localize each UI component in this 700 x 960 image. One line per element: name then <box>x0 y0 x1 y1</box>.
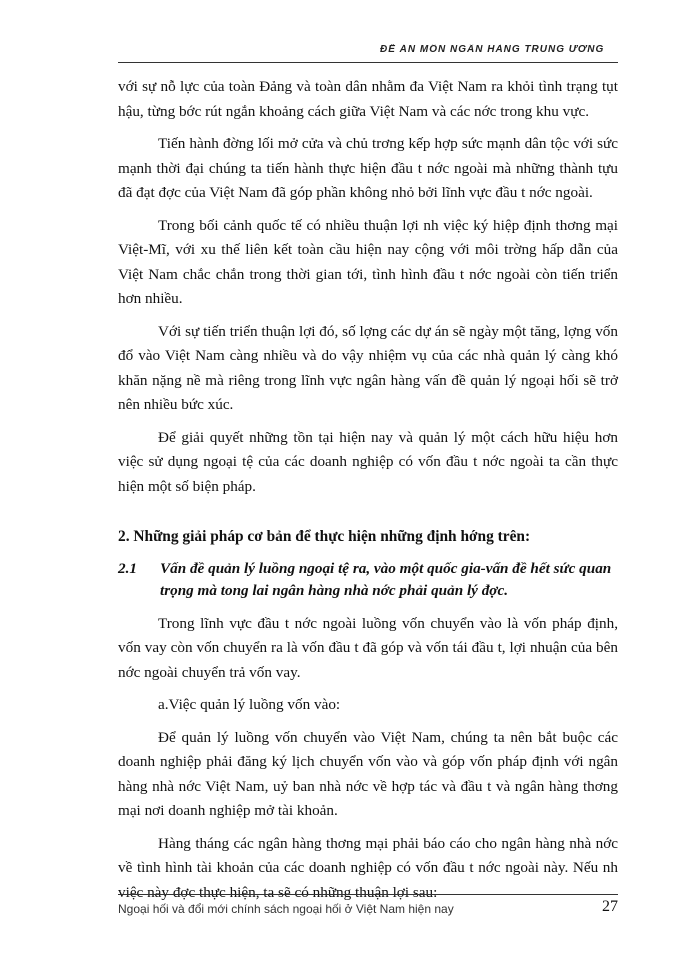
paragraph-8: Để quản lý luồng vốn chuyển vào Việt Nam, chúng ta nên bắt buộc các doanh nghiệp phải đăng ký lịch chuyển vốn vào và góp vốn pháp định với ngân hàng nhà nớc Việt Nam, uỷ ban nhà nớc về hợp tác và đầu t và ngân hàng thơng mại nơi doanh nghiệp mở tài khoản. <box>118 728 618 819</box>
paragraph-4: Với sự tiến triển thuận lợi đó, số lợng các dự án sẽ ngày một tăng, lợng vốn đổ vào Việt Nam càng nhiều và do vậy nhiệm vụ của các nhà quản lý càng khó khăn nặng nề mà riêng trong lĩnh vực ngân hàng vấn đề quản lý ngoại hối sẽ trở nên nhiều bức xúc. <box>118 322 618 413</box>
running-header: ĐỀ ÁN MÔN NGÂN HÀNG TRUNG ƯƠNG <box>380 44 605 55</box>
paragraph-7: a.Việc quản lý luồng vốn vào: <box>158 696 341 713</box>
paragraph-1: với sự nỗ lực của toàn Đảng và toàn dân nhằm đa Việt Nam ra khỏi tình trạng tụt hậu, từng bớc rút ngắn khoảng cách giữa Việt Nam và các nớc trong khu vực. <box>118 78 618 120</box>
subsection-title: Vấn đề quản lý luồng ngoại tệ ra, vào một quốc gia-vấn đề hết sức quan trọng mà tong lai ngân hàng nhà nớc phải quản lý đợc. <box>160 559 612 599</box>
paragraph-5: Để giải quyết những tồn tại hiện nay và quản lý một cách hữu hiệu hơn việc sử dụng ngoại tệ của các doanh nghiệp có vốn đầu t nớc ngoài ta cần thực hiện một số biện pháp. <box>118 428 618 495</box>
running-footer: Ngoại hối và đổi mới chính sách ngoại hối ở Việt Nam hiện nay <box>118 902 454 916</box>
page-number: 27 <box>602 898 618 915</box>
paragraph-3: Trong bối cảnh quốc tế có nhiều thuận lợi nh việc ký hiệp định thơng mại Việt-Mĩ, với xu thế liên kết toàn cầu hiện nay cộng với môi trờng hấp dẫn của Việt Nam chắc chắn trong thời gian tới, tình hình đầu t nớc ngoài còn tiến triển hơn nhiều. <box>118 216 618 307</box>
document-body <box>118 75 618 913</box>
paragraph-6: Trong lĩnh vực đầu t nớc ngoài luồng vốn chuyển vào là vốn pháp định, vốn vay còn vốn chuyển ra là vốn đầu t đã góp và vốn tái đầu t, lợi nhuận của bên nớc ngoài chuyển trả vốn vay. <box>118 614 618 681</box>
subsection-heading <box>118 558 618 602</box>
subsection-number: 2.1 <box>118 559 137 577</box>
section-heading: 2. Những giải pháp cơ bản để thực hiện những định hớng trên: <box>118 528 531 545</box>
header-divider <box>118 62 618 63</box>
paragraph-9: Hàng tháng các ngân hàng thơng mại phải báo cáo cho ngân hàng nhà nớc về tình hình tài khoản của các doanh nghiệp có vốn đầu t nớc ngoài này. Nếu nh việc này đợc thực hiện, ta sẽ có những thuận lợi sau: <box>118 834 618 901</box>
paragraph-2: Tiến hành đờng lối mở cửa và chủ trơng kếp hợp sức mạnh dân tộc với sức mạnh thời đại chúng ta tiến hành thực hiện đầu t nớc ngoài mà những thành tựu đã đạt đợc của Việt Nam đã góp phần không nhỏ bởi lĩnh vực đầu t nớc ngoài. <box>118 135 618 201</box>
footer-divider <box>118 894 618 895</box>
